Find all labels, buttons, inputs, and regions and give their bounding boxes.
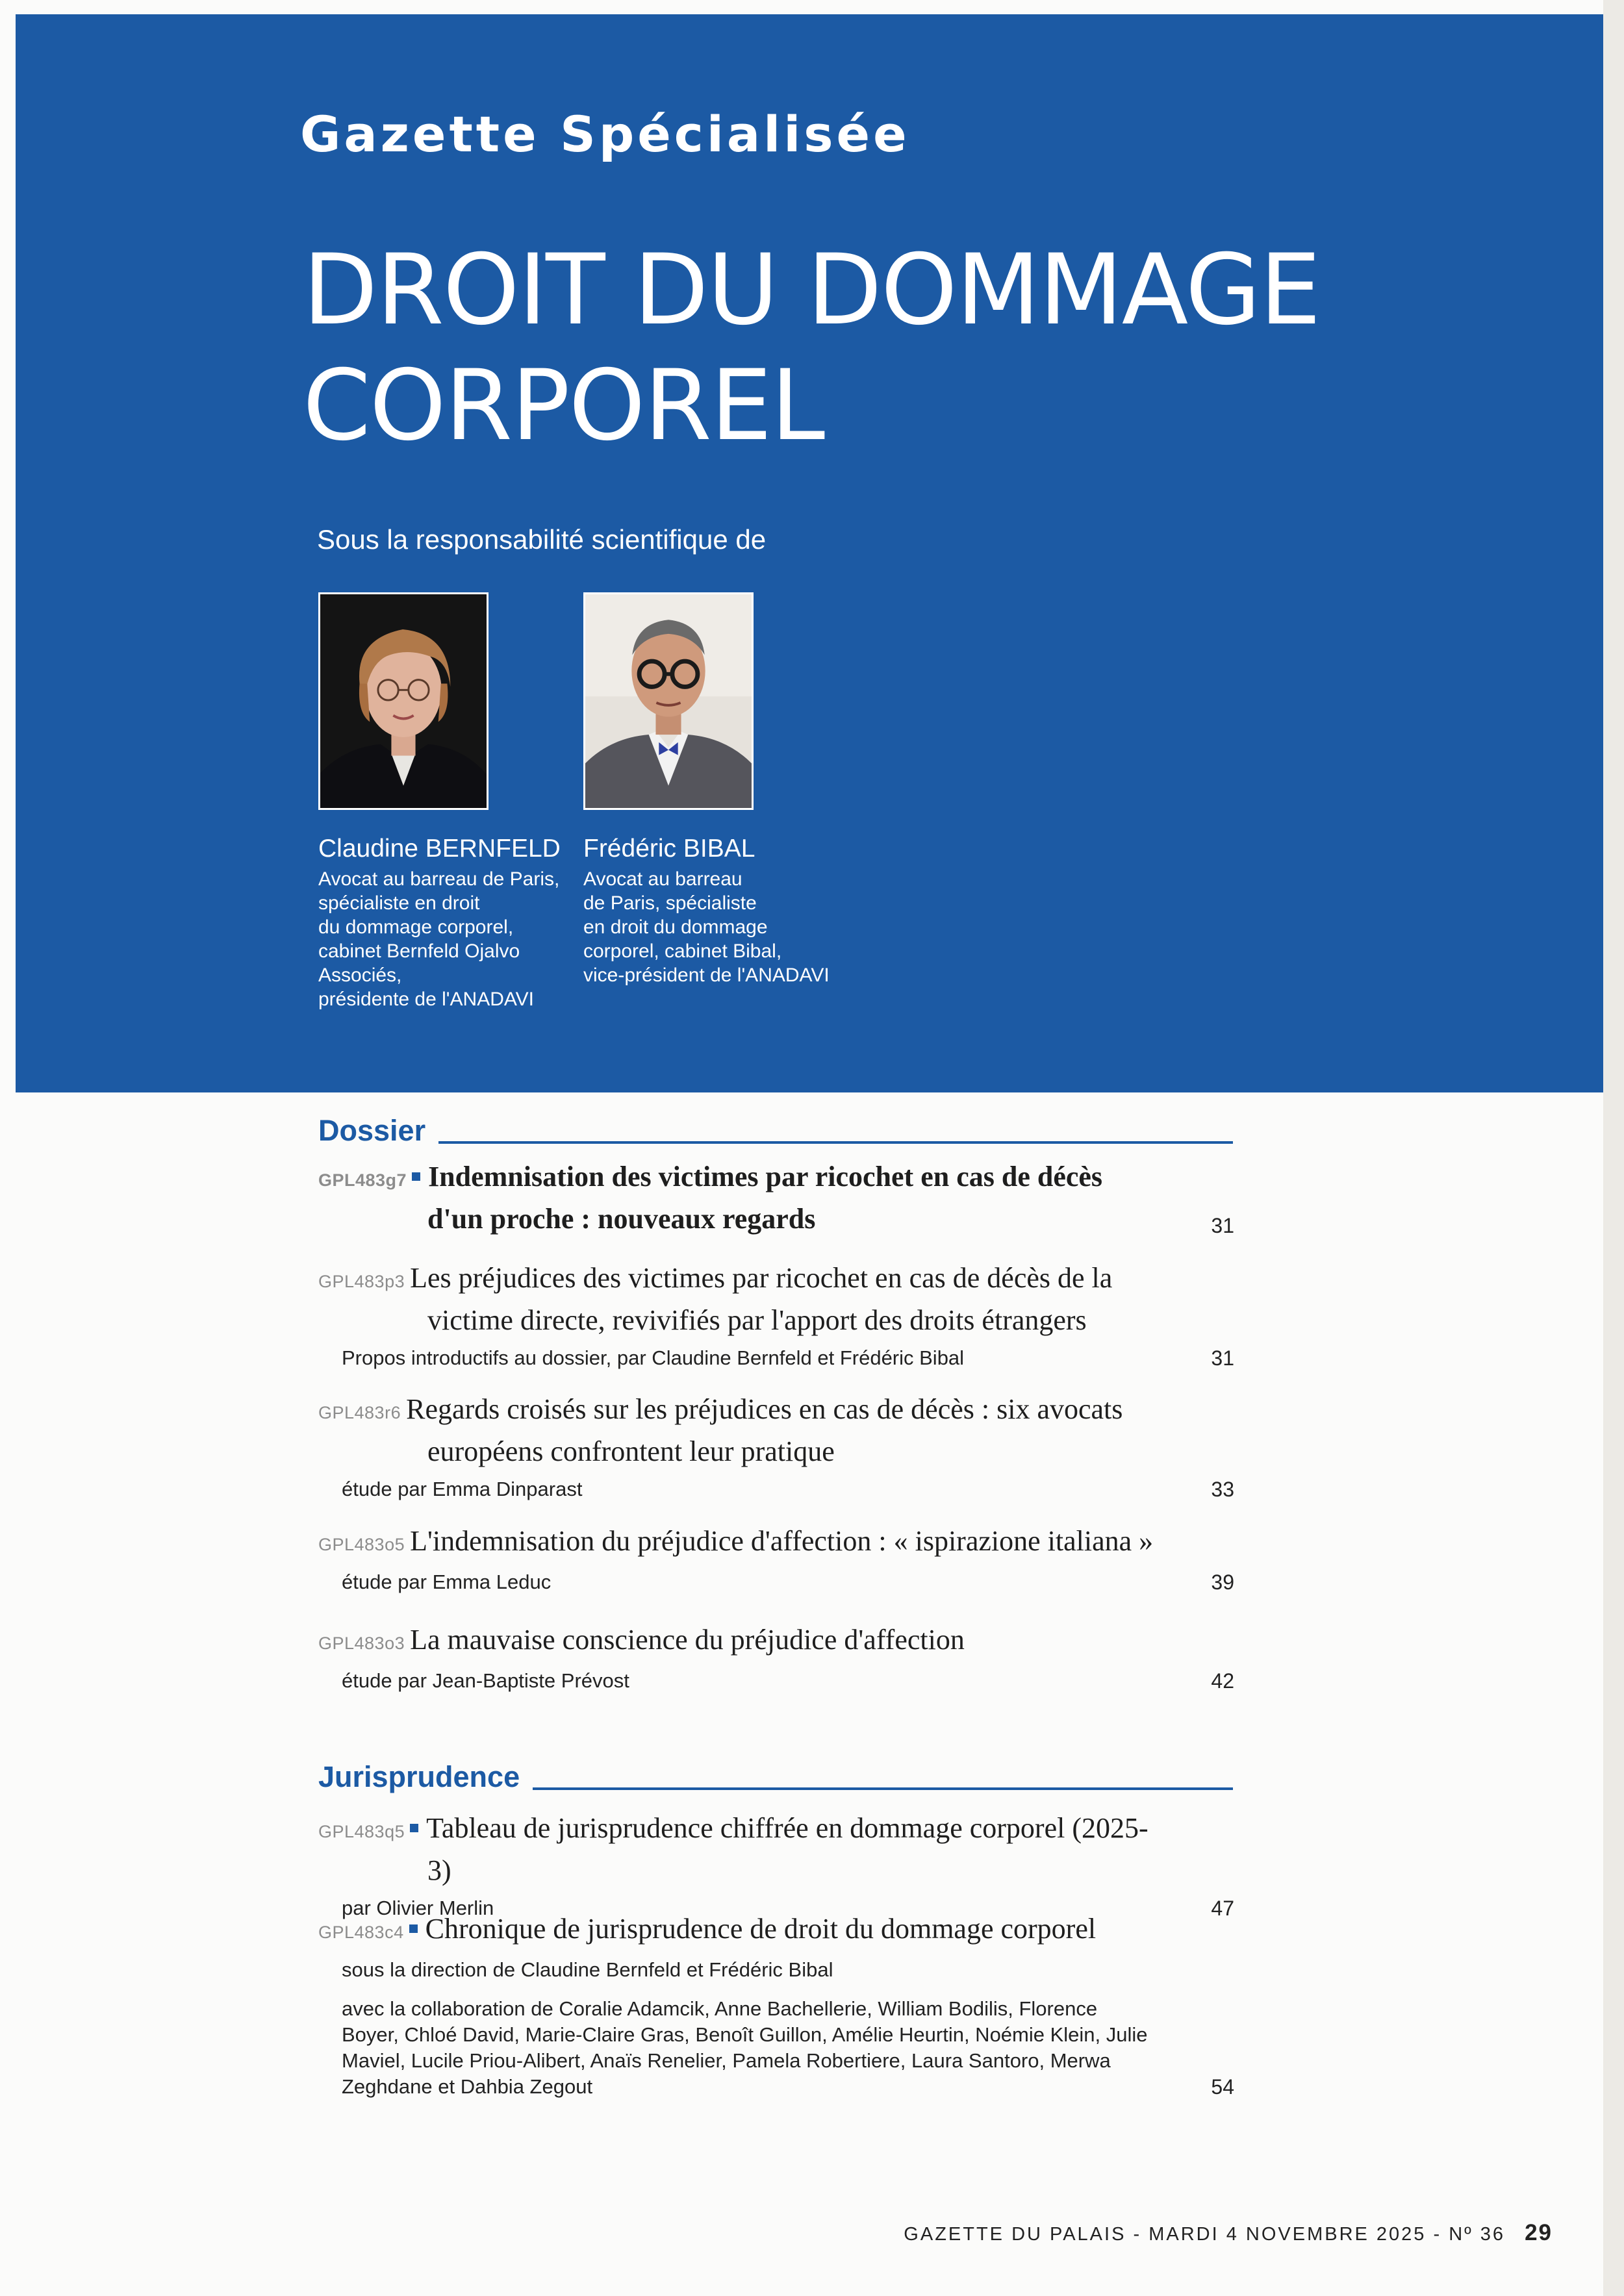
toc-entry[interactable]: [318, 1157, 1234, 1239]
entry-page: 31: [1211, 1214, 1234, 1237]
footer-publication: GAZETTE DU PALAIS - MARDI 4 NOVEMBRE 2025 - Nº 36: [904, 2224, 1506, 2245]
section-header-jurisprudence: [318, 1760, 1233, 1794]
entry-collaborators: avec la collaboration de Coralie Adamcik, Anne Bachellerie, William Bodilis, Florence Boyer, Chloé David, Marie-Claire Gras, Benoît Guillon, Amélie Heurtin, Noémie Klein, Julie Maviel, Lucile Priou-Alibert, Anaïs Renelier, Pamela Robertiere, Laura Santoro, Merwa Zeghdane et Dahbia Zegout: [342, 1997, 1148, 2098]
entry-title: [318, 1621, 1234, 1663]
entry-code: GPL483o5: [318, 1535, 405, 1554]
entry-byline: sous la direction de Claudine Bernfeld et Frédéric Bibal: [342, 1958, 833, 1981]
entry-title-text: La mauvaise conscience du préjudice d'affection: [410, 1624, 965, 1656]
entry-byline: étude par Emma Leduc: [342, 1571, 552, 1593]
entry-page: 42: [1211, 1669, 1234, 1693]
entry-code: GPL483o3: [318, 1634, 405, 1653]
entry-code: GPL483c4: [318, 1923, 404, 1942]
bullet-square-icon: [409, 1924, 418, 1933]
portrait-man-icon: [585, 594, 752, 808]
title-line-1: DROIT DU DOMMAGE: [303, 234, 1320, 347]
entry-byline: étude par Jean-Baptiste Prévost: [342, 1669, 629, 1692]
author-name: Claudine BERNFELD: [318, 835, 561, 863]
entry-title: [318, 1259, 1234, 1340]
title-line-2: CORPOREL: [303, 349, 824, 462]
series-title: Gazette Spécialisée: [300, 105, 910, 163]
bullet-square-icon: [412, 1172, 420, 1181]
toc-entry[interactable]: [318, 1522, 1234, 1595]
entry-byline: par Olivier Merlin: [342, 1897, 494, 1919]
section-header-dossier: [318, 1114, 1233, 1148]
section-label: Jurisprudence: [318, 1760, 520, 1793]
entry-title-text: L'indemnisation du préjudice d'affection : « ispirazione italiana »: [410, 1525, 1154, 1557]
toc-entry[interactable]: [318, 1809, 1234, 1921]
entry-code: GPL483r6: [318, 1403, 401, 1422]
entry-page: 33: [1211, 1478, 1234, 1501]
bullet-square-icon: [410, 1824, 418, 1832]
entry-code: GPL483p3: [318, 1272, 405, 1291]
entry-title: [318, 1390, 1234, 1471]
entry-title: [318, 1522, 1234, 1564]
author-card: [583, 592, 856, 987]
author-name: Frédéric BIBAL: [583, 835, 755, 863]
entry-byline: étude par Emma Dinparast: [342, 1478, 583, 1500]
entry-page: 47: [1211, 1897, 1234, 1920]
page-footer: [904, 2220, 1553, 2246]
entry-title-text: Chronique de jurisprudence de droit du dommage corporel: [425, 1913, 1097, 1945]
page-title: [303, 233, 1320, 464]
portrait-woman-icon: [320, 594, 487, 808]
entry-page: 39: [1211, 1571, 1234, 1594]
author-card: [318, 592, 591, 1011]
entry-title-text: Regards croisés sur les préjudices en cas de décès : six avocats européens confrontent leur pratique: [406, 1393, 1123, 1467]
toc-entry[interactable]: [318, 1259, 1234, 1371]
entry-title: [318, 1910, 1234, 1952]
author-photo: [318, 592, 488, 810]
entry-title-text: Les préjudices des victimes par ricochet en cas de décès de la victime directe, revivifiés par l'apport des droits étrangers: [410, 1262, 1113, 1336]
section-rule: [438, 1141, 1233, 1144]
author-photo: [583, 592, 754, 810]
author-description: Avocat au barreau de Paris, spécialiste en droit du dommage corporel, cabinet Bernfeld Ojalvo Associés, présidente de l'ANADAVI: [318, 868, 560, 1010]
footer-page-number: 29: [1525, 2220, 1553, 2245]
section-label: Dossier: [318, 1114, 426, 1147]
entry-page: 54: [1211, 2075, 1234, 2099]
toc-entry[interactable]: [318, 1390, 1234, 1502]
entry-title-text: Tableau de jurisprudence chiffrée en dommage corporel (2025-3): [426, 1812, 1148, 1886]
page-edge: [1603, 0, 1624, 2296]
toc-entry[interactable]: [318, 1621, 1234, 1694]
entry-title: [318, 1809, 1234, 1890]
author-description: Avocat au barreau de Paris, spécialiste en droit du dommage corporel, cabinet Bibal, vice-président de l'ANADAVI: [583, 868, 830, 986]
section-rule: [533, 1787, 1233, 1790]
entry-code: GPL483q5: [318, 1822, 405, 1841]
entry-byline: Propos introductifs au dossier, par Claudine Bernfeld et Frédéric Bibal: [342, 1346, 965, 1369]
entry-code: GPL483g7: [318, 1170, 407, 1190]
entry-title-text: Indemnisation des victimes par ricochet en cas de décès d'un proche : nouveaux regards: [427, 1161, 1103, 1235]
entry-title: [318, 1157, 1234, 1239]
toc-entry[interactable]: [318, 1910, 1234, 2100]
entry-page: 31: [1211, 1346, 1234, 1370]
subtitle: Sous la responsabilité scientifique de: [317, 524, 767, 555]
